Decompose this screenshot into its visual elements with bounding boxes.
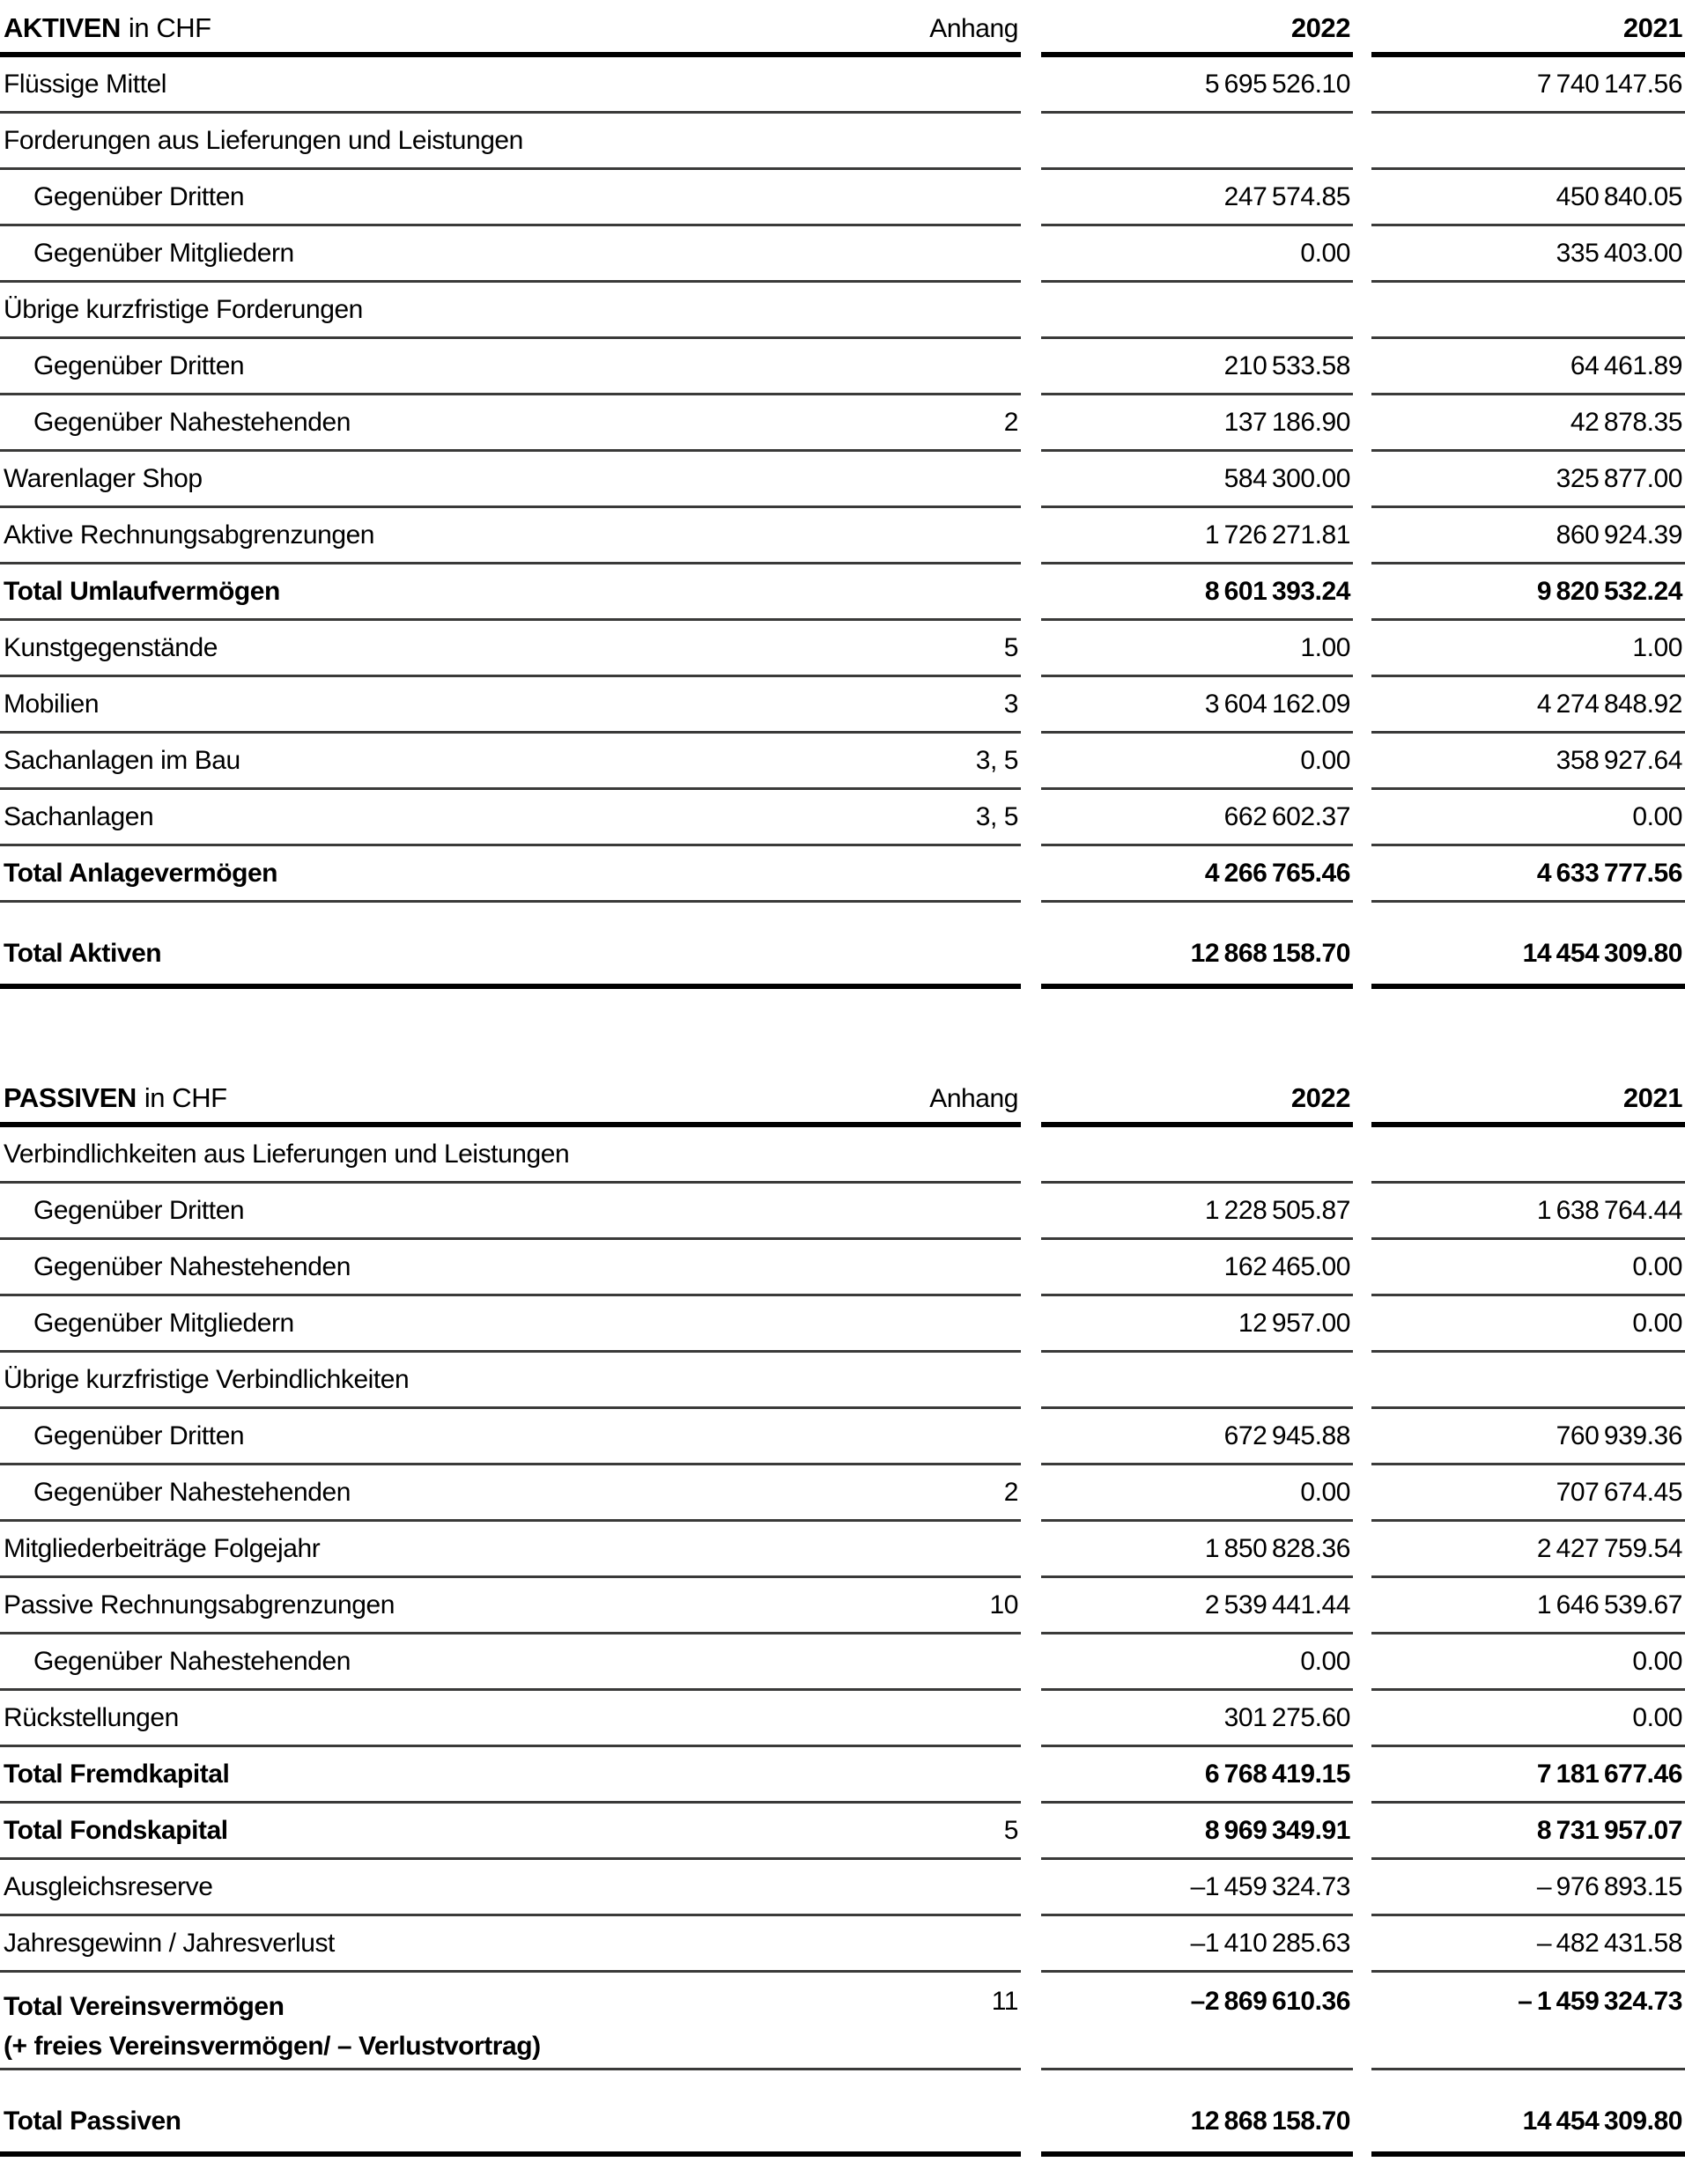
- table-row: [0, 1240, 1685, 1296]
- table-row: [0, 1916, 1685, 1973]
- table-row: [0, 114, 1685, 170]
- column-gap: [1353, 1409, 1371, 1465]
- value-2022: 137 186.90: [1041, 395, 1353, 452]
- value-2021: 9 820 532.24: [1371, 564, 1685, 621]
- column-gap: [1021, 1578, 1041, 1634]
- bottom-margin: [0, 2157, 1685, 2184]
- column-gap: [1353, 564, 1371, 621]
- row-label-cell: [0, 1747, 1021, 1804]
- value-2021: 760 939.36: [1371, 1409, 1685, 1465]
- section-title: [4, 12, 211, 44]
- row-label-line: Kunstgegenstände: [4, 632, 218, 662]
- column-gap: [1021, 339, 1041, 395]
- row-label-cell: [0, 283, 1021, 339]
- value-2021: 325 877.00: [1371, 452, 1685, 508]
- column-gap: [1021, 283, 1041, 339]
- value-2021: 42 878.35: [1371, 395, 1685, 452]
- column-gap: [1353, 903, 1371, 989]
- column-gap: [1353, 1804, 1371, 1860]
- column-gap: [1021, 1353, 1041, 1409]
- row-label-line: Total Fondskapital: [4, 1815, 228, 1845]
- row-label-line: Total Passiven: [4, 2107, 181, 2136]
- row-label-line: Gegenüber Dritten: [33, 350, 245, 380]
- section-title-text: PASSIVEN: [4, 1082, 137, 1113]
- currency-note: in CHF: [144, 1082, 227, 1113]
- value-2021: 7 740 147.56: [1371, 57, 1685, 114]
- header-label-cell: [0, 1070, 1021, 1127]
- table-row: [0, 1522, 1685, 1578]
- row-label-line: Gegenüber Nahestehenden: [33, 1646, 351, 1676]
- column-gap: [1021, 846, 1041, 903]
- column-gap: [1021, 564, 1041, 621]
- row-label-cell: [0, 1465, 1021, 1522]
- value-2022: 1.00: [1041, 621, 1353, 677]
- table-row: [0, 283, 1685, 339]
- column-gap: [1021, 1184, 1041, 1240]
- column-gap: [1021, 1409, 1041, 1465]
- row-label-line: Gegenüber Dritten: [33, 1420, 245, 1450]
- column-gap: [1021, 170, 1041, 226]
- table-row: [0, 57, 1685, 114]
- value-2022: 12 957.00: [1041, 1296, 1353, 1353]
- row-label: [4, 1929, 335, 1959]
- row-label-line: Mitgliederbeiträge Folgejahr: [4, 1533, 321, 1563]
- row-label-cell: [0, 1916, 1021, 1973]
- column-gap: [1021, 0, 1041, 57]
- column-gap: [1021, 1804, 1041, 1860]
- row-label: [4, 1760, 229, 1789]
- row-label: [4, 351, 244, 381]
- row-label: [4, 2107, 181, 2136]
- column-gap: [1353, 57, 1371, 114]
- anhang-value: 2: [1003, 1477, 1018, 1507]
- table-row: [0, 508, 1685, 564]
- table-row: [0, 621, 1685, 677]
- currency-note: in CHF: [128, 12, 211, 43]
- column-gap: [1021, 57, 1041, 114]
- value-2021: 1 638 764.44: [1371, 1184, 1685, 1240]
- value-2021: – 482 431.58: [1371, 1916, 1685, 1973]
- row-label-line: Gegenüber Mitgliedern: [33, 238, 294, 268]
- table-row: [0, 1804, 1685, 1860]
- row-label-line: Total Vereinsvermögen: [4, 1992, 285, 2021]
- row-label-cell: [0, 677, 1021, 734]
- row-label: [4, 1987, 541, 2066]
- year-2021-column-header: 2021: [1371, 0, 1685, 57]
- table-row: [0, 677, 1685, 734]
- row-label: [4, 1252, 351, 1282]
- value-2022: –1 410 285.63: [1041, 1916, 1353, 1973]
- row-label-cell: [0, 2070, 1021, 2157]
- row-label-cell: [0, 1353, 1021, 1409]
- value-2022: 3 604 162.09: [1041, 677, 1353, 734]
- aktiven-section: [0, 0, 1685, 989]
- row-label-cell: [0, 57, 1021, 114]
- table-row: [0, 1465, 1685, 1522]
- value-2022: 1 228 505.87: [1041, 1184, 1353, 1240]
- value-2022: 6 768 419.15: [1041, 1747, 1353, 1804]
- table-row: [0, 1353, 1685, 1409]
- value-2021: 14 454 309.80: [1371, 2070, 1685, 2157]
- header-label-cell: [0, 0, 1021, 57]
- row-label-cell: [0, 452, 1021, 508]
- value-2021: 2 427 759.54: [1371, 1522, 1685, 1578]
- value-2021: [1371, 283, 1685, 339]
- value-2022: 0.00: [1041, 1465, 1353, 1522]
- row-label: [4, 295, 363, 325]
- table-row: [0, 1296, 1685, 1353]
- value-2022: 672 945.88: [1041, 1409, 1353, 1465]
- year-2021-column-header: 2021: [1371, 1070, 1685, 1127]
- column-gap: [1021, 1973, 1041, 2070]
- column-gap: [1353, 1578, 1371, 1634]
- row-label: [4, 70, 166, 100]
- row-label: [4, 939, 161, 969]
- value-2022: 0.00: [1041, 734, 1353, 790]
- row-label: [4, 802, 153, 832]
- column-gap: [1353, 677, 1371, 734]
- value-2022: 662 602.37: [1041, 790, 1353, 846]
- value-2022: [1041, 1127, 1353, 1184]
- row-label: [4, 1309, 294, 1339]
- year-2022-column-header: 2022: [1041, 1070, 1353, 1127]
- row-label: [4, 1590, 395, 1620]
- row-label: [4, 1703, 179, 1733]
- column-gap: [1021, 1070, 1041, 1127]
- row-label-cell: [0, 1860, 1021, 1916]
- value-2021: [1371, 1127, 1685, 1184]
- row-label-line: Passive Rechnungsabgrenzungen: [4, 1590, 395, 1620]
- row-label: [4, 1534, 320, 1564]
- table-row: [0, 226, 1685, 283]
- row-label-line: Gegenüber Nahestehenden: [33, 1251, 351, 1281]
- table-row: [0, 1691, 1685, 1747]
- column-gap: [1021, 1916, 1041, 1973]
- row-label-line: Total Aktiven: [4, 939, 162, 969]
- table-row: [0, 170, 1685, 226]
- row-label-cell: [0, 564, 1021, 621]
- column-gap: [1021, 1127, 1041, 1184]
- table-row: [0, 1973, 1685, 2070]
- value-2021: 14 454 309.80: [1371, 903, 1685, 989]
- row-label-line: Gegenüber Nahestehenden: [33, 407, 351, 437]
- row-label-cell: [0, 1691, 1021, 1747]
- row-label-line: Flüssige Mittel: [4, 69, 166, 99]
- column-gap: [1353, 395, 1371, 452]
- column-gap: [1353, 226, 1371, 283]
- row-label-cell: [0, 790, 1021, 846]
- column-gap: [1021, 1747, 1041, 1804]
- anhang-column-header: Anhang: [929, 1084, 1018, 1113]
- value-2021: 4 274 848.92: [1371, 677, 1685, 734]
- value-2022: 584 300.00: [1041, 452, 1353, 508]
- section-title: [4, 1082, 227, 1114]
- table-header-row: [0, 1070, 1685, 1127]
- column-gap: [1353, 1353, 1371, 1409]
- value-2022: –1 459 324.73: [1041, 1860, 1353, 1916]
- row-label-line: Total Fremdkapital: [4, 1759, 230, 1789]
- column-gap: [1353, 1184, 1371, 1240]
- value-2021: 0.00: [1371, 1691, 1685, 1747]
- column-gap: [1021, 1634, 1041, 1691]
- row-label-line: Gegenüber Mitgliedern: [33, 1308, 294, 1338]
- column-gap: [1021, 226, 1041, 283]
- column-gap: [1021, 1465, 1041, 1522]
- column-gap: [1353, 1634, 1371, 1691]
- row-label: [4, 464, 203, 494]
- column-gap: [1353, 1691, 1371, 1747]
- value-2022: [1041, 1353, 1353, 1409]
- anhang-value: 5: [1003, 1815, 1018, 1845]
- value-2022: 5 695 526.10: [1041, 57, 1353, 114]
- row-label: [4, 1421, 244, 1451]
- column-gap: [1021, 1860, 1041, 1916]
- row-label: [4, 126, 523, 156]
- column-gap: [1353, 452, 1371, 508]
- row-label: [4, 859, 277, 889]
- row-label-cell: [0, 621, 1021, 677]
- row-label-cell: [0, 1973, 1021, 2070]
- table-row: [0, 1634, 1685, 1691]
- value-2021: 358 927.64: [1371, 734, 1685, 790]
- value-2022: 2 539 441.44: [1041, 1578, 1353, 1634]
- value-2022: 210 533.58: [1041, 339, 1353, 395]
- row-label: [4, 182, 244, 212]
- column-gap: [1353, 283, 1371, 339]
- row-label-cell: [0, 395, 1021, 452]
- column-gap: [1353, 1127, 1371, 1184]
- year-2022-column-header: 2022: [1041, 0, 1353, 57]
- value-2022: 12 868 158.70: [1041, 903, 1353, 989]
- column-gap: [1353, 790, 1371, 846]
- passiven-section: [0, 1070, 1685, 2157]
- value-2021: – 1 459 324.73: [1371, 1973, 1685, 2070]
- anhang-value: 3, 5: [975, 801, 1018, 831]
- value-2021: 0.00: [1371, 1240, 1685, 1296]
- column-gap: [1021, 621, 1041, 677]
- value-2021: 707 674.45: [1371, 1465, 1685, 1522]
- column-gap: [1021, 395, 1041, 452]
- anhang-value: 10: [989, 1590, 1018, 1620]
- column-gap: [1353, 1973, 1371, 2070]
- column-gap: [1021, 790, 1041, 846]
- section-gap: [0, 989, 1685, 1070]
- row-label: [4, 1478, 351, 1508]
- row-label-cell: [0, 1296, 1021, 1353]
- row-label: [4, 633, 218, 663]
- column-gap: [1353, 1070, 1371, 1127]
- table-row: [0, 790, 1685, 846]
- row-label: [4, 408, 351, 438]
- row-label: [4, 239, 294, 269]
- value-2022: [1041, 114, 1353, 170]
- row-label-line: Mobilien: [4, 689, 100, 719]
- row-label: [4, 1140, 569, 1169]
- table-row: [0, 452, 1685, 508]
- table-row: [0, 339, 1685, 395]
- value-2022: 8 969 349.91: [1041, 1804, 1353, 1860]
- value-2022: –2 869 610.36: [1041, 1973, 1353, 2070]
- anhang-value: 11: [991, 1987, 1018, 2016]
- column-gap: [1353, 1296, 1371, 1353]
- column-gap: [1021, 452, 1041, 508]
- column-gap: [1353, 1240, 1371, 1296]
- row-label: [4, 690, 99, 719]
- column-gap: [1021, 1296, 1041, 1353]
- row-label-cell: [0, 114, 1021, 170]
- anhang-column-header: Anhang: [929, 14, 1018, 43]
- row-label-line: Verbindlichkeiten aus Lieferungen und Leistungen: [4, 1139, 570, 1169]
- row-label-cell: [0, 1804, 1021, 1860]
- column-gap: [1021, 677, 1041, 734]
- column-gap: [1353, 1860, 1371, 1916]
- row-label-line: Total Umlaufvermögen: [4, 576, 280, 606]
- row-label-line: Aktive Rechnungsabgrenzungen: [4, 520, 375, 550]
- table-row: [0, 1409, 1685, 1465]
- row-label-line: Übrige kurzfristige Verbindlichkeiten: [4, 1364, 410, 1394]
- row-label-cell: [0, 1522, 1021, 1578]
- column-gap: [1353, 1522, 1371, 1578]
- value-2022: 247 574.85: [1041, 170, 1353, 226]
- row-label-cell: [0, 734, 1021, 790]
- column-gap: [1353, 508, 1371, 564]
- value-2021: 335 403.00: [1371, 226, 1685, 283]
- row-label-cell: [0, 508, 1021, 564]
- column-gap: [1021, 508, 1041, 564]
- value-2021: 8 731 957.07: [1371, 1804, 1685, 1860]
- column-gap: [1021, 734, 1041, 790]
- row-label-line: Total Anlagevermögen: [4, 858, 278, 888]
- value-2021: 4 633 777.56: [1371, 846, 1685, 903]
- value-2021: 0.00: [1371, 1296, 1685, 1353]
- row-label: [4, 1647, 351, 1677]
- column-gap: [1353, 1916, 1371, 1973]
- value-2021: 64 461.89: [1371, 339, 1685, 395]
- row-label: [4, 520, 374, 550]
- row-label-line: Ausgleichsreserve: [4, 1871, 213, 1901]
- column-gap: [1353, 170, 1371, 226]
- column-gap: [1353, 0, 1371, 57]
- column-gap: [1353, 621, 1371, 677]
- table-row: [0, 1184, 1685, 1240]
- value-2022: 12 868 158.70: [1041, 2070, 1353, 2157]
- column-gap: [1021, 2070, 1041, 2157]
- table-row: [0, 564, 1685, 621]
- row-label-cell: [0, 1184, 1021, 1240]
- row-label-cell: [0, 1409, 1021, 1465]
- value-2022: 1 850 828.36: [1041, 1522, 1353, 1578]
- column-gap: [1021, 1691, 1041, 1747]
- row-label-cell: [0, 903, 1021, 989]
- row-label-line: Gegenüber Dritten: [33, 181, 245, 211]
- column-gap: [1353, 1465, 1371, 1522]
- column-gap: [1021, 114, 1041, 170]
- value-2022: 162 465.00: [1041, 1240, 1353, 1296]
- row-label-line: Warenlager Shop: [4, 463, 203, 493]
- value-2022: 1 726 271.81: [1041, 508, 1353, 564]
- value-2021: 450 840.05: [1371, 170, 1685, 226]
- row-label-cell: [0, 1127, 1021, 1184]
- column-gap: [1353, 114, 1371, 170]
- value-2021: [1371, 114, 1685, 170]
- row-label-line: Sachanlagen im Bau: [4, 745, 240, 775]
- table-row: [0, 734, 1685, 790]
- table-row: [0, 1127, 1685, 1184]
- column-gap: [1021, 1522, 1041, 1578]
- value-2021: 1 646 539.67: [1371, 1578, 1685, 1634]
- column-gap: [1353, 2070, 1371, 2157]
- value-2022: 301 275.60: [1041, 1691, 1353, 1747]
- section-title-text: AKTIVEN: [4, 12, 121, 43]
- row-label-cell: [0, 226, 1021, 283]
- column-gap: [1353, 339, 1371, 395]
- table-row: [0, 846, 1685, 903]
- row-label-cell: [0, 1240, 1021, 1296]
- value-2021: – 976 893.15: [1371, 1860, 1685, 1916]
- row-label: [4, 1365, 409, 1395]
- value-2021: 0.00: [1371, 790, 1685, 846]
- value-2022: 4 266 765.46: [1041, 846, 1353, 903]
- anhang-value: 5: [1003, 632, 1018, 662]
- anhang-value: 3, 5: [975, 745, 1018, 775]
- row-label: [4, 746, 240, 776]
- table-row: [0, 1578, 1685, 1634]
- anhang-value: 3: [1003, 689, 1018, 719]
- table-row: [0, 1860, 1685, 1916]
- row-label-cell: [0, 1634, 1021, 1691]
- row-label-cell: [0, 170, 1021, 226]
- anhang-value: 2: [1003, 407, 1018, 437]
- table-row: [0, 1747, 1685, 1804]
- row-label-line: Übrige kurzfristige Forderungen: [4, 294, 363, 324]
- row-label-line: Forderungen aus Lieferungen und Leistungen: [4, 125, 523, 155]
- row-label-line: Sachanlagen: [4, 801, 154, 831]
- table-row: [0, 903, 1685, 989]
- value-2021: 7 181 677.46: [1371, 1747, 1685, 1804]
- row-label-cell: [0, 339, 1021, 395]
- column-gap: [1353, 734, 1371, 790]
- value-2022: 0.00: [1041, 1634, 1353, 1691]
- column-gap: [1353, 1747, 1371, 1804]
- column-gap: [1021, 903, 1041, 989]
- row-label: [4, 1816, 228, 1846]
- table-header-row: [0, 0, 1685, 57]
- row-label-line: Gegenüber Nahestehenden: [33, 1477, 351, 1507]
- row-label: [4, 1872, 212, 1902]
- row-label-cell: [0, 846, 1021, 903]
- value-2021: 0.00: [1371, 1634, 1685, 1691]
- table-row: [0, 395, 1685, 452]
- row-label: [4, 1196, 244, 1226]
- table-row: [0, 2070, 1685, 2157]
- value-2022: 0.00: [1041, 226, 1353, 283]
- row-label-line-2: (+ freies Vereinsvermögen/ – Verlustvortrag): [4, 2032, 541, 2061]
- value-2021: 860 924.39: [1371, 508, 1685, 564]
- row-label-line: Jahresgewinn / Jahresverlust: [4, 1928, 335, 1958]
- row-label-cell: [0, 1578, 1021, 1634]
- value-2021: 1.00: [1371, 621, 1685, 677]
- row-label-line: Rückstellungen: [4, 1702, 179, 1732]
- row-label-line: Gegenüber Dritten: [33, 1195, 245, 1225]
- value-2022: 8 601 393.24: [1041, 564, 1353, 621]
- row-label: [4, 577, 280, 607]
- value-2021: [1371, 1353, 1685, 1409]
- value-2022: [1041, 283, 1353, 339]
- column-gap: [1353, 846, 1371, 903]
- column-gap: [1021, 1240, 1041, 1296]
